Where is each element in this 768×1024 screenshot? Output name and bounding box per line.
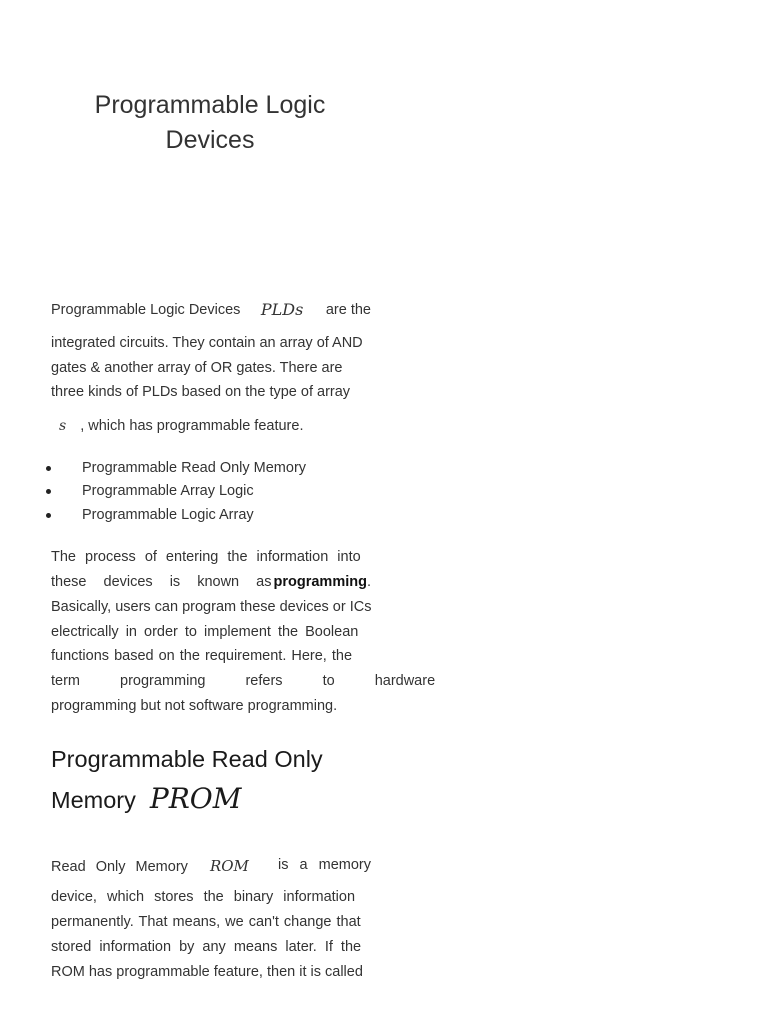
intro-text: , which has programmable feature. (80, 418, 304, 434)
process-text: these devices is known as (51, 574, 272, 590)
intro-line-3 (51, 360, 371, 376)
intro-text: gates & another array of OR gates. There are (51, 360, 343, 376)
section-heading-text: Memory (51, 787, 136, 813)
section-heading-line-1: Programmable Read Only (51, 746, 323, 772)
rom-text: device, which stores the binary information (51, 889, 356, 905)
bullet-icon (46, 489, 51, 494)
process-line-6: term programming refers to hardware (51, 673, 436, 689)
page-title (50, 88, 370, 158)
rom-line-1 (51, 857, 371, 875)
rom-text: Read Only Memory (51, 859, 188, 875)
process-paragraph (51, 549, 436, 719)
intro-line-4 (51, 384, 371, 400)
rom-text: is a memory (278, 857, 371, 873)
s-math-symbol: s (59, 418, 67, 434)
intro-line-2: integrated circuits. They contain an array of AND (51, 335, 363, 351)
process-text: The process of entering the information into (51, 549, 361, 565)
bullet-icon (46, 466, 51, 471)
process-line-2 (51, 574, 371, 590)
pld-math-symbol: PLDs (260, 300, 304, 319)
page-title-line-2: Devices (165, 126, 255, 154)
process-line-5 (51, 648, 371, 664)
process-line-2-end (274, 574, 371, 590)
intro-text: Programmable Logic Devices (51, 302, 241, 318)
process-line-4 (51, 624, 371, 640)
section-heading-line-2 (51, 782, 241, 815)
rom-math-symbol: ROM (209, 857, 249, 875)
rom-text: stored information by any means later. If the (51, 939, 362, 955)
rom-line-5: ROM has programmable feature, then it is called (51, 964, 363, 980)
rom-paragraph (51, 857, 371, 997)
process-line-1 (51, 549, 371, 565)
intro-text: are the (325, 302, 371, 318)
rom-line-3 (51, 914, 371, 930)
rom-text: permanently. That means, we can't change that (51, 914, 361, 930)
process-text: functions based on the requirement. Here, the (51, 648, 353, 664)
process-text: electrically in order to implement the Boolean (51, 624, 359, 640)
rom-line-4 (51, 939, 371, 955)
process-line-3: Basically, users can program these devices or ICs (51, 599, 372, 615)
programming-link[interactable]: programming (273, 574, 367, 590)
intro-line-1 (51, 302, 371, 321)
prom-math-symbol: PROM (149, 782, 242, 815)
period: . (366, 574, 371, 590)
page-title-line-1: Programmable Logic (94, 91, 326, 119)
rom-line-2 (51, 889, 371, 905)
process-line-7: programming but not software programming. (51, 698, 338, 714)
intro-paragraph (51, 302, 371, 442)
intro-text: three kinds of PLDs based on the type of array (51, 384, 351, 400)
intro-line-5 (51, 418, 371, 434)
bullet-icon (46, 513, 51, 518)
